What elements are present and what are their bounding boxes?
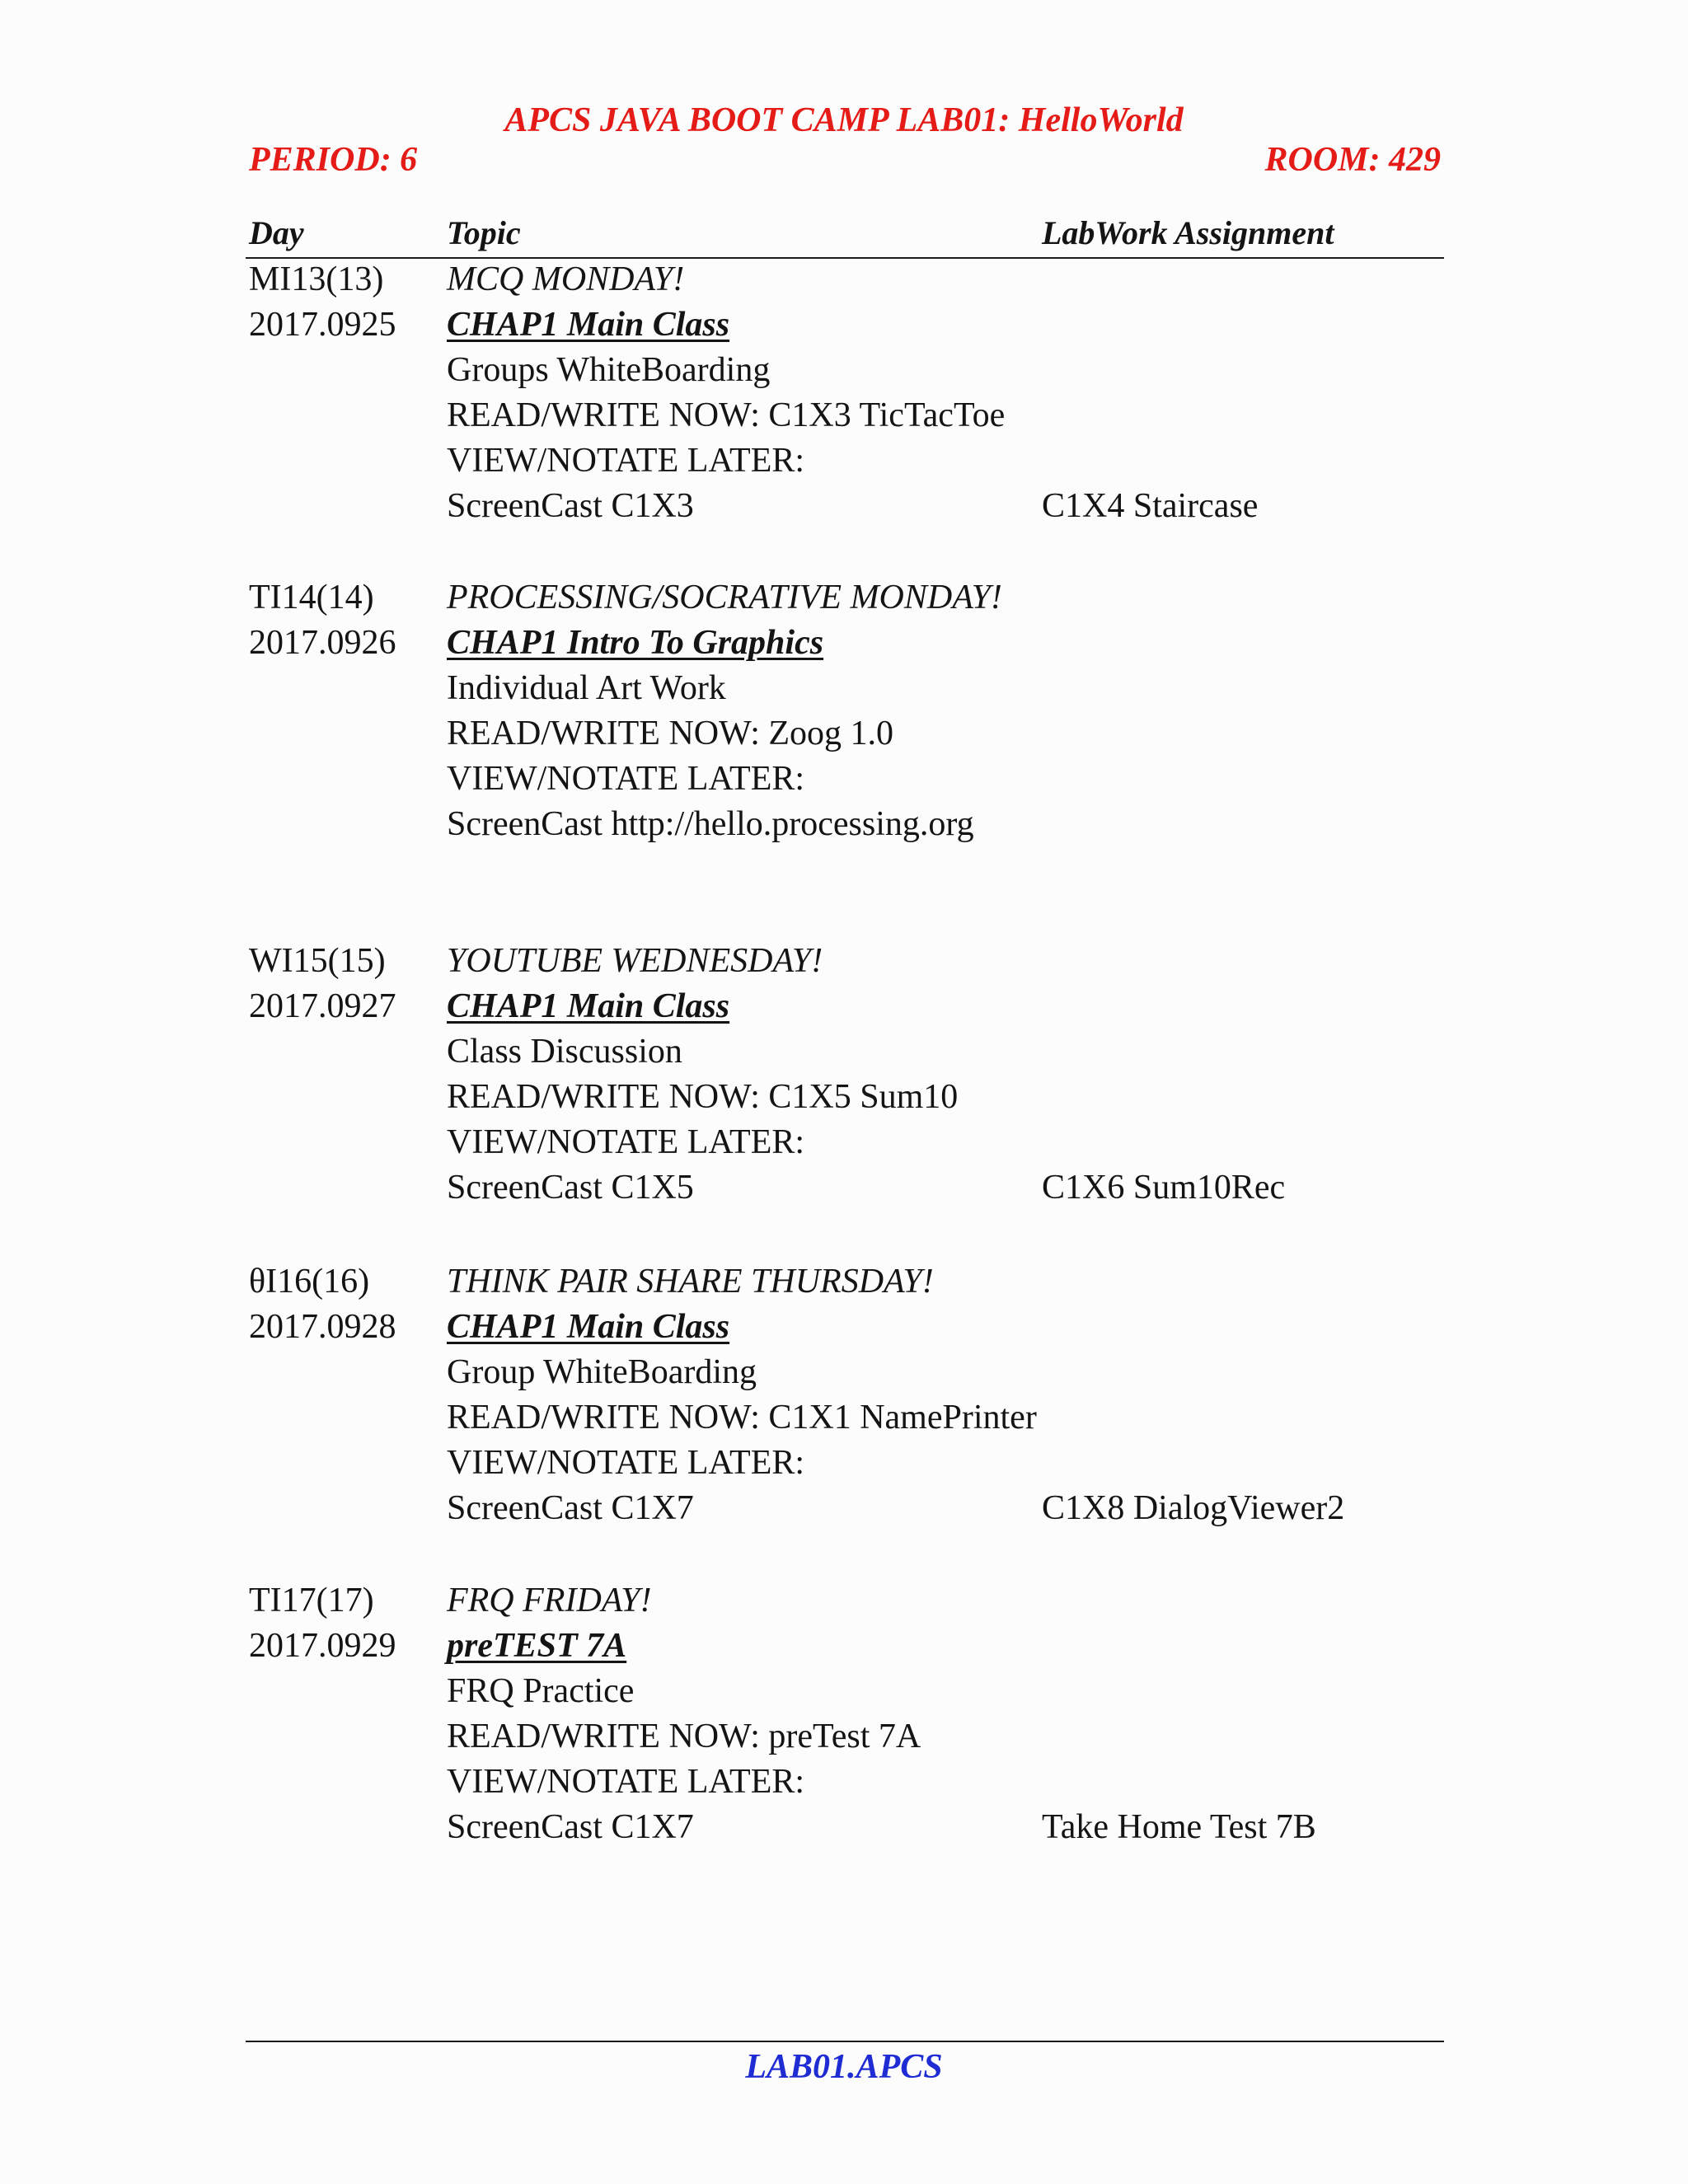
schedule-entry	[249, 257, 1444, 529]
schedule-entry	[249, 575, 1444, 847]
view-notate-text: VIEW/NOTATE LATER:	[447, 760, 805, 798]
room-label: ROOM: 429	[1264, 141, 1441, 179]
entry-date: 2017.0928	[249, 1308, 396, 1346]
column-header-lab: LabWork Assignment	[1042, 214, 1334, 251]
period-label: PERIOD: 6	[249, 141, 418, 179]
chapter-link[interactable]: CHAP1 Main Class	[447, 987, 730, 1025]
read-write-text: READ/WRITE NOW: preTest 7A	[447, 1718, 921, 1755]
footer-label: LAB01.APCS	[745, 2048, 943, 2086]
day-theme: FRQ FRIDAY!	[447, 1582, 652, 1619]
lab-assignment: C1X8 DialogViewer2	[1042, 1489, 1345, 1527]
screencast-text: ScreenCast http://hello.processing.org	[447, 805, 974, 843]
day-theme: PROCESSING/SOCRATIVE MONDAY!	[447, 579, 1002, 616]
read-write-text: READ/WRITE NOW: C1X3 TicTacToe	[447, 396, 1006, 434]
day-theme: YOUTUBE WEDNESDAY!	[447, 942, 823, 980]
day-code: TI14(14)	[249, 579, 374, 616]
chapter-link[interactable]: CHAP1 Main Class	[447, 1308, 730, 1346]
activity-text: Groups WhiteBoarding	[447, 351, 771, 389]
footer-divider	[246, 2041, 1444, 2042]
lab-assignment: C1X6 Sum10Rec	[1042, 1169, 1286, 1207]
day-code: TI17(17)	[249, 1582, 374, 1619]
day-code: MI13(13)	[249, 260, 384, 298]
view-notate-text: VIEW/NOTATE LATER:	[447, 1444, 805, 1482]
entry-date: 2017.0926	[249, 624, 396, 662]
screencast-text: ScreenCast C1X7	[447, 1489, 694, 1527]
schedule-entry	[249, 1578, 1444, 1850]
read-write-text: READ/WRITE NOW: C1X5 Sum10	[447, 1078, 959, 1116]
column-header-day: Day	[249, 214, 304, 251]
lab-assignment: Take Home Test 7B	[1042, 1808, 1316, 1846]
activity-text: Individual Art Work	[447, 669, 726, 707]
chapter-link[interactable]: CHAP1 Intro To Graphics	[447, 624, 824, 662]
column-headers	[246, 211, 1444, 259]
screencast-text: ScreenCast C1X7	[447, 1808, 694, 1846]
day-code: WI15(15)	[249, 942, 386, 980]
entry-date: 2017.0927	[249, 987, 396, 1025]
schedule-entry	[249, 1259, 1444, 1531]
day-theme: THINK PAIR SHARE THURSDAY!	[447, 1263, 934, 1301]
activity-text: FRQ Practice	[447, 1672, 635, 1710]
day-theme: MCQ MONDAY!	[447, 260, 685, 298]
view-notate-text: VIEW/NOTATE LATER:	[447, 1123, 805, 1161]
read-write-text: READ/WRITE NOW: C1X1 NamePrinter	[447, 1399, 1037, 1436]
view-notate-text: VIEW/NOTATE LATER:	[447, 1763, 805, 1801]
activity-text: Group WhiteBoarding	[447, 1353, 757, 1391]
entry-date: 2017.0925	[249, 306, 396, 344]
chapter-link[interactable]: preTEST 7A	[447, 1627, 627, 1665]
page-title: APCS JAVA BOOT CAMP LAB01: HelloWorld	[504, 101, 1184, 139]
entry-date: 2017.0929	[249, 1627, 396, 1665]
view-notate-text: VIEW/NOTATE LATER:	[447, 442, 805, 480]
activity-text: Class Discussion	[447, 1033, 682, 1071]
lab-assignment: C1X4 Staircase	[1042, 487, 1259, 525]
screencast-text: ScreenCast C1X3	[447, 487, 694, 525]
read-write-text: READ/WRITE NOW: Zoog 1.0	[447, 715, 894, 752]
day-code: θI16(16)	[249, 1263, 370, 1301]
schedule-entry	[249, 939, 1444, 1211]
column-header-topic: Topic	[447, 214, 521, 251]
screencast-text: ScreenCast C1X5	[447, 1169, 694, 1207]
chapter-link[interactable]: CHAP1 Main Class	[447, 306, 730, 344]
